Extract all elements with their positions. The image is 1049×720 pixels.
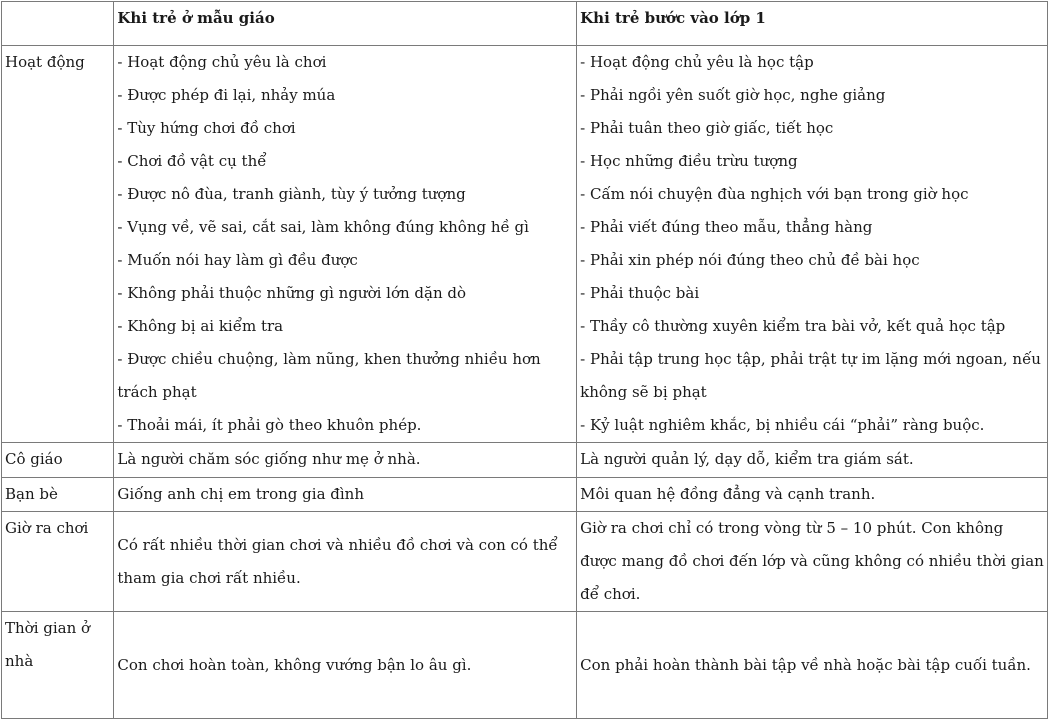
table-row-recess [2,512,1048,612]
home-time-kindergarten: Con chơi hoàn toàn, không vướng bận lo âu gì. [114,612,577,719]
list-item: - Vụng về, vẽ sai, cắt sai, làm không đúng không hề gì [117,218,529,236]
list-item: - Cấm nói chuyện đùa nghịch với bạn trong giờ học [580,185,969,203]
list-item: trách phạt [117,383,197,401]
table-row-friends [2,478,1048,512]
list-item: không sẽ bị phạt [580,383,707,401]
list-item: - Không bị ai kiểm tra [117,317,284,335]
list-item: - Phải xin phép nói đúng theo chủ đề bài học [580,251,920,269]
list-item: - Không phải thuộc những gì người lớn dặn dò [117,284,467,302]
comparison-table [1,1,1048,719]
table-row-home-time [2,612,1048,719]
row-label-home-time: Thời gian ở nhà [2,612,114,719]
list-item: - Kỷ luật nghiêm khắc, bị nhiều cái “phải” ràng buộc. [580,416,985,434]
list-item: - Muốn nói hay làm gì đều được [117,251,358,269]
header-empty-cell [2,2,114,46]
list-item: - Được phép đi lại, nhảy múa [117,86,336,104]
list-item: - Được nô đùa, tranh giành, tùy ý tưởng tượng [117,185,466,203]
row-label-recess: Giờ ra chơi [2,512,114,612]
activities-grade-one-list [577,46,1048,443]
row-label-friends: Bạn bè [2,478,114,512]
header-row [2,2,1048,46]
list-item: - Chơi đồ vật cụ thể [117,152,267,170]
row-label-activities: Hoạt động [2,46,114,443]
list-item: - Phải tuân theo giờ giấc, tiết học [580,119,834,137]
teacher-kindergarten: Là người chăm sóc giống như mẹ ở nhà. [114,443,577,478]
list-item: - Hoạt động chủ yêu là học tập [580,53,814,71]
header-grade-one: Khi trẻ bước vào lớp 1 [577,2,1048,46]
list-item: - Thầy cô thường xuyên kiểm tra bài vở, kết quả học tập [580,317,1006,335]
list-item: - Học những điều trừu tượng [580,152,798,170]
list-item: - Phải thuộc bài [580,284,700,302]
list-item: - Thoải mái, ít phải gò theo khuôn phép. [117,416,422,434]
friends-kindergarten: Giống anh chị em trong gia đình [114,478,577,512]
activities-kindergarten-list [114,46,577,443]
header-kindergarten: Khi trẻ ở mẫu giáo [114,2,577,46]
list-item: - Tùy hứng chơi đồ chơi [117,119,296,137]
list-item: - Phải tập trung học tập, phải trật tự im lặng mới ngoan, nếu [580,350,1041,368]
list-item: - Được chiều chuộng, làm nũng, khen thưởng nhiều hơn [117,350,541,368]
recess-kindergarten: Có rất nhiều thời gian chơi và nhiều đồ chơi và con có thể tham gia chơi rất nhiều. [114,512,577,612]
recess-grade-one: Giờ ra chơi chỉ có trong vòng từ 5 – 10 phút. Con không được mang đồ chơi đến lớp và cũng không có nhiều thời gian để chơi. [577,512,1048,612]
row-label-teacher: Cô giáo [2,443,114,478]
table-row-teacher [2,443,1048,478]
friends-grade-one: Môi quan hệ đồng đẳng và cạnh tranh. [577,478,1048,512]
home-time-grade-one: Con phải hoàn thành bài tập về nhà hoặc bài tập cuối tuần. [577,612,1048,719]
list-item: - Phải viết đúng theo mẫu, thẳng hàng [580,218,873,236]
list-item: - Phải ngồi yên suốt giờ học, nghe giảng [580,86,886,104]
table-row-activities [2,46,1048,443]
teacher-grade-one: Là người quản lý, dạy dỗ, kiểm tra giám sát. [577,443,1048,478]
list-item: - Hoạt động chủ yêu là chơi [117,53,327,71]
